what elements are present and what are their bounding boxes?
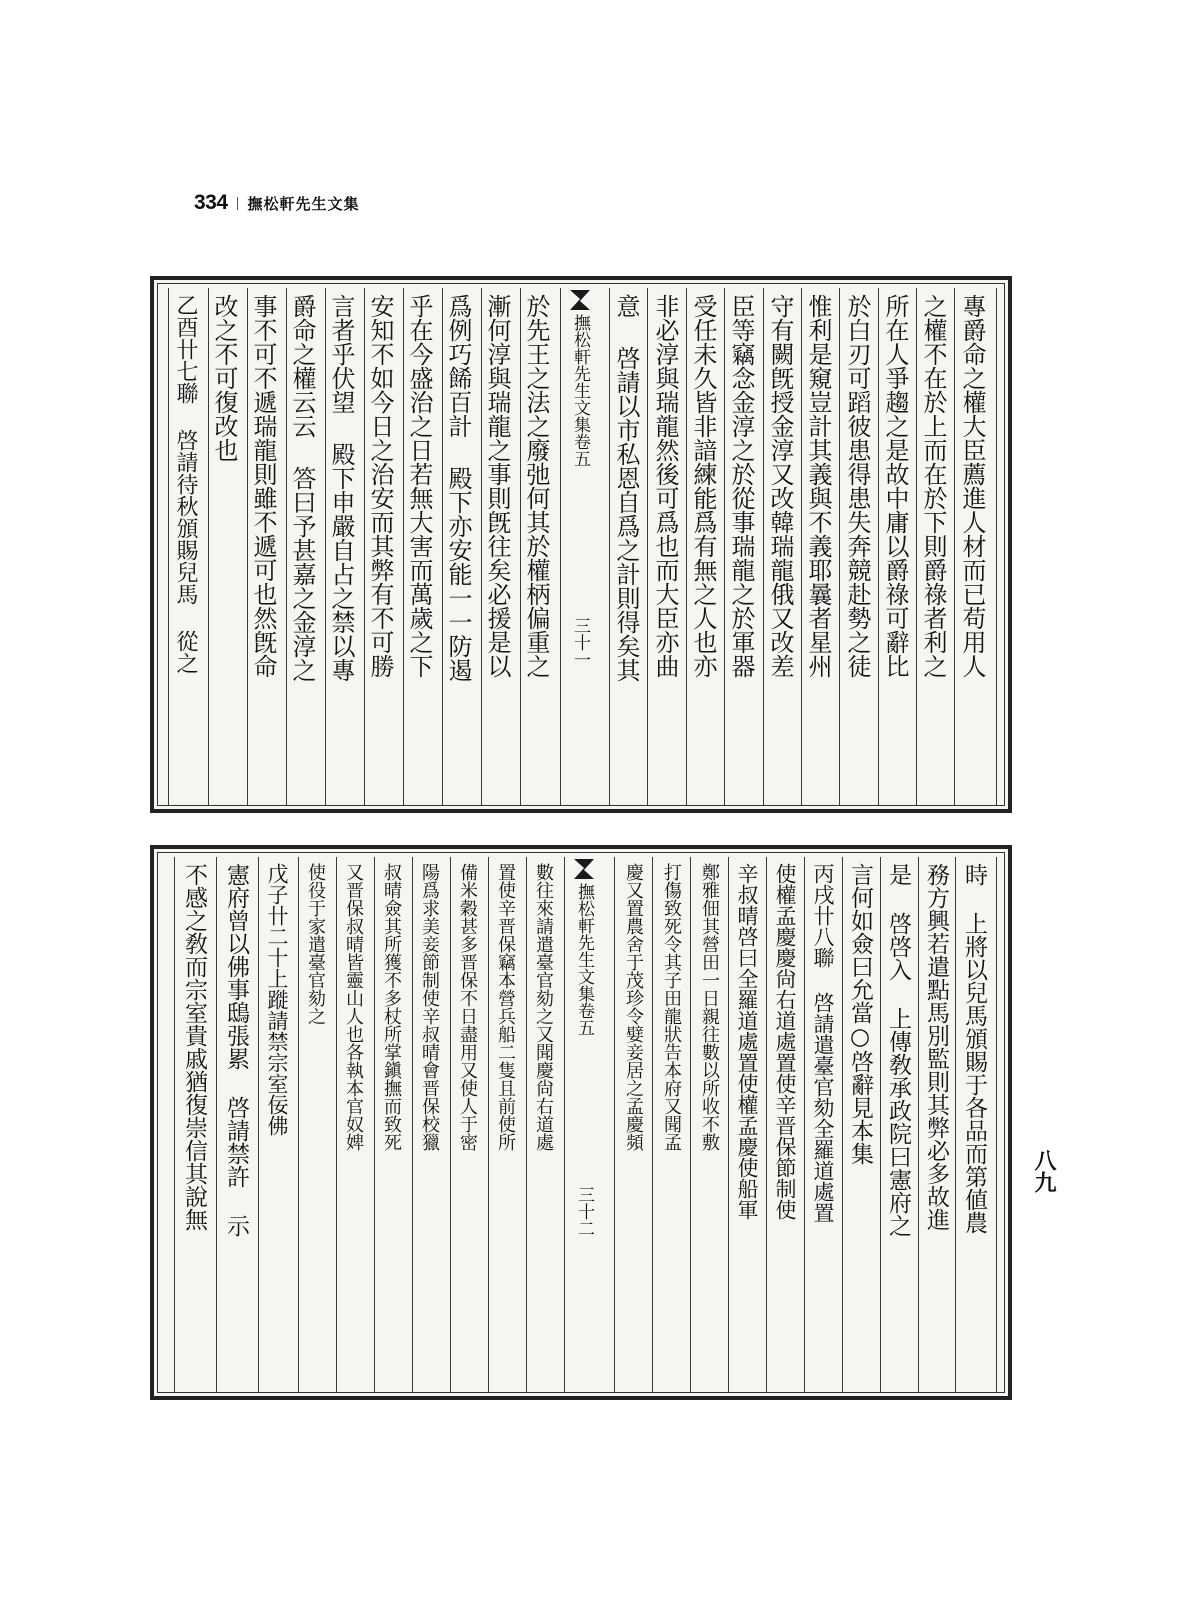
lower-column-4: 言何如僉曰允當○啓辭見本集 bbox=[847, 863, 873, 1165]
upper-column-7: 臣等竊念金淳之於從事瑞龍之於軍器 bbox=[727, 294, 755, 678]
lower-column-7: 辛叔晴啓曰全羅道處置使權孟慶使船軍 bbox=[735, 863, 759, 1220]
upper-column-10: 意 啓請以市私恩自爲之計則得矣其 bbox=[612, 294, 640, 682]
upper-column-2: 之權不在於上而在於下則爵祿者利之 bbox=[919, 294, 947, 678]
lower-column-20: 不感之敎而宗室貴戚猶復崇信其說無 bbox=[181, 863, 207, 1231]
upper-column-20: 乙酉卄七聯 啓請待秋頒賜兒馬 從之 bbox=[173, 294, 198, 674]
lower-center-column bbox=[574, 859, 594, 1237]
lower-column-10: 慶又置農舍于茂珍令嬖妾居之孟慶頻 bbox=[623, 863, 644, 1151]
fish-tail-mark-icon bbox=[574, 859, 594, 879]
book-title: 撫松軒先生文集 bbox=[247, 194, 360, 213]
fish-tail-mark-icon bbox=[570, 290, 590, 310]
lower-column-1: 時 上將以兒馬頒賜于各品而第値農 bbox=[961, 863, 987, 1234]
upper-center-title: 撫松軒先生文集卷五 bbox=[570, 314, 590, 467]
page-number: 334 bbox=[194, 191, 228, 214]
upper-column-8: 受任未久皆非諳練能爲有無之人也亦 bbox=[689, 294, 717, 678]
upper-center-page: 三十一 bbox=[570, 617, 590, 668]
upper-column-12: 漸何淳與瑞龍之事則旣往矣必援是以 bbox=[483, 294, 511, 678]
upper-column-15: 安知不如今日之治安而其弊有不可勝 bbox=[366, 294, 394, 678]
lower-column-14: 陽爲求美妾節制使辛叔晴會晋保校獵 bbox=[419, 863, 440, 1151]
upper-woodblock-page bbox=[150, 276, 1012, 813]
upper-column-6: 守有闕旣授金淳又改韓瑞龍俄又改差 bbox=[766, 294, 794, 678]
header-divider bbox=[237, 197, 238, 210]
lower-column-16: 又晋保叔晴皆靈山人也各執本官奴婢 bbox=[343, 863, 364, 1151]
upper-column-17: 爵命之權云云 答曰予甚嘉之金淳之 bbox=[288, 294, 316, 682]
lower-column-6: 使權孟慶慶尙右道處置使辛晋保節制使 bbox=[773, 863, 797, 1220]
lower-woodblock-page bbox=[150, 845, 1012, 1400]
upper-column-9: 非必淳與瑞龍然後可爲也而大臣亦曲 bbox=[651, 294, 679, 678]
lower-column-8: 鄭雅佃其營田一日親往數以所收不敷 bbox=[699, 863, 720, 1151]
lower-column-11: 數往來請遣臺官劾之又聞慶尙右道處 bbox=[533, 863, 554, 1151]
lower-center-title: 撫松軒先生文集卷五 bbox=[574, 883, 594, 1036]
lower-column-17: 使役于家遣臺官劾之 bbox=[305, 863, 326, 1025]
upper-column-11: 於先王之法之廢弛何其於權柄偏重之 bbox=[522, 294, 550, 678]
lower-column-2: 務方興若遣點馬別監則其弊必多故進 bbox=[923, 863, 949, 1231]
lower-column-5: 丙戌卄八聯 啓請遣臺官劾全羅道處置 bbox=[811, 863, 835, 1223]
lower-column-13: 備米穀甚多晋保不日盡用又使人于密 bbox=[457, 863, 478, 1151]
upper-column-19: 改之不可復改也 bbox=[210, 294, 238, 462]
upper-column-16: 言者乎伏望 殿下申嚴自占之禁以專 bbox=[327, 294, 355, 682]
upper-column-4: 於白刃可蹈彼患得患失奔競赴勢之徒 bbox=[843, 294, 871, 678]
upper-column-18: 事不可不遞瑞龍則雖不遞可也然旣命 bbox=[249, 294, 277, 678]
upper-column-5: 惟利是窺豈計其義與不義耶曩者星州 bbox=[804, 294, 832, 678]
upper-column-13: 爲例巧餙百計 殿下亦安能一一防遏 bbox=[444, 294, 472, 682]
lower-column-19: 憲府曾以佛事鴟張累 啓請禁許 示 bbox=[223, 863, 249, 1237]
lower-column-15: 叔晴僉其所獲不多杖所掌鎭撫而致死 bbox=[381, 863, 402, 1151]
side-page-number: 八九 bbox=[1031, 1149, 1057, 1193]
lower-column-9: 打傷致死令其子田龍狀告本府又聞孟 bbox=[661, 863, 682, 1151]
lower-column-12: 置使辛晋保竊本營兵船二隻且前使所 bbox=[495, 863, 516, 1151]
lower-column-3: 是 啓啓入 上傳敎承政院曰憲府之 bbox=[885, 863, 911, 1237]
upper-column-14: 乎在今盛治之日若無大害而萬歲之下 bbox=[405, 294, 433, 678]
upper-column-1: 專爵命之權大臣薦進人材而已苟用人 bbox=[958, 294, 986, 678]
upper-column-3: 所在人爭趨之是故中庸以爵祿可辭比 bbox=[881, 294, 909, 678]
page-header bbox=[194, 190, 360, 216]
lower-center-page: 三十二 bbox=[574, 1186, 594, 1237]
upper-center-column bbox=[570, 290, 590, 668]
lower-column-18: 戊子卄二十上蹝請禁宗室佞佛 bbox=[265, 863, 289, 1136]
